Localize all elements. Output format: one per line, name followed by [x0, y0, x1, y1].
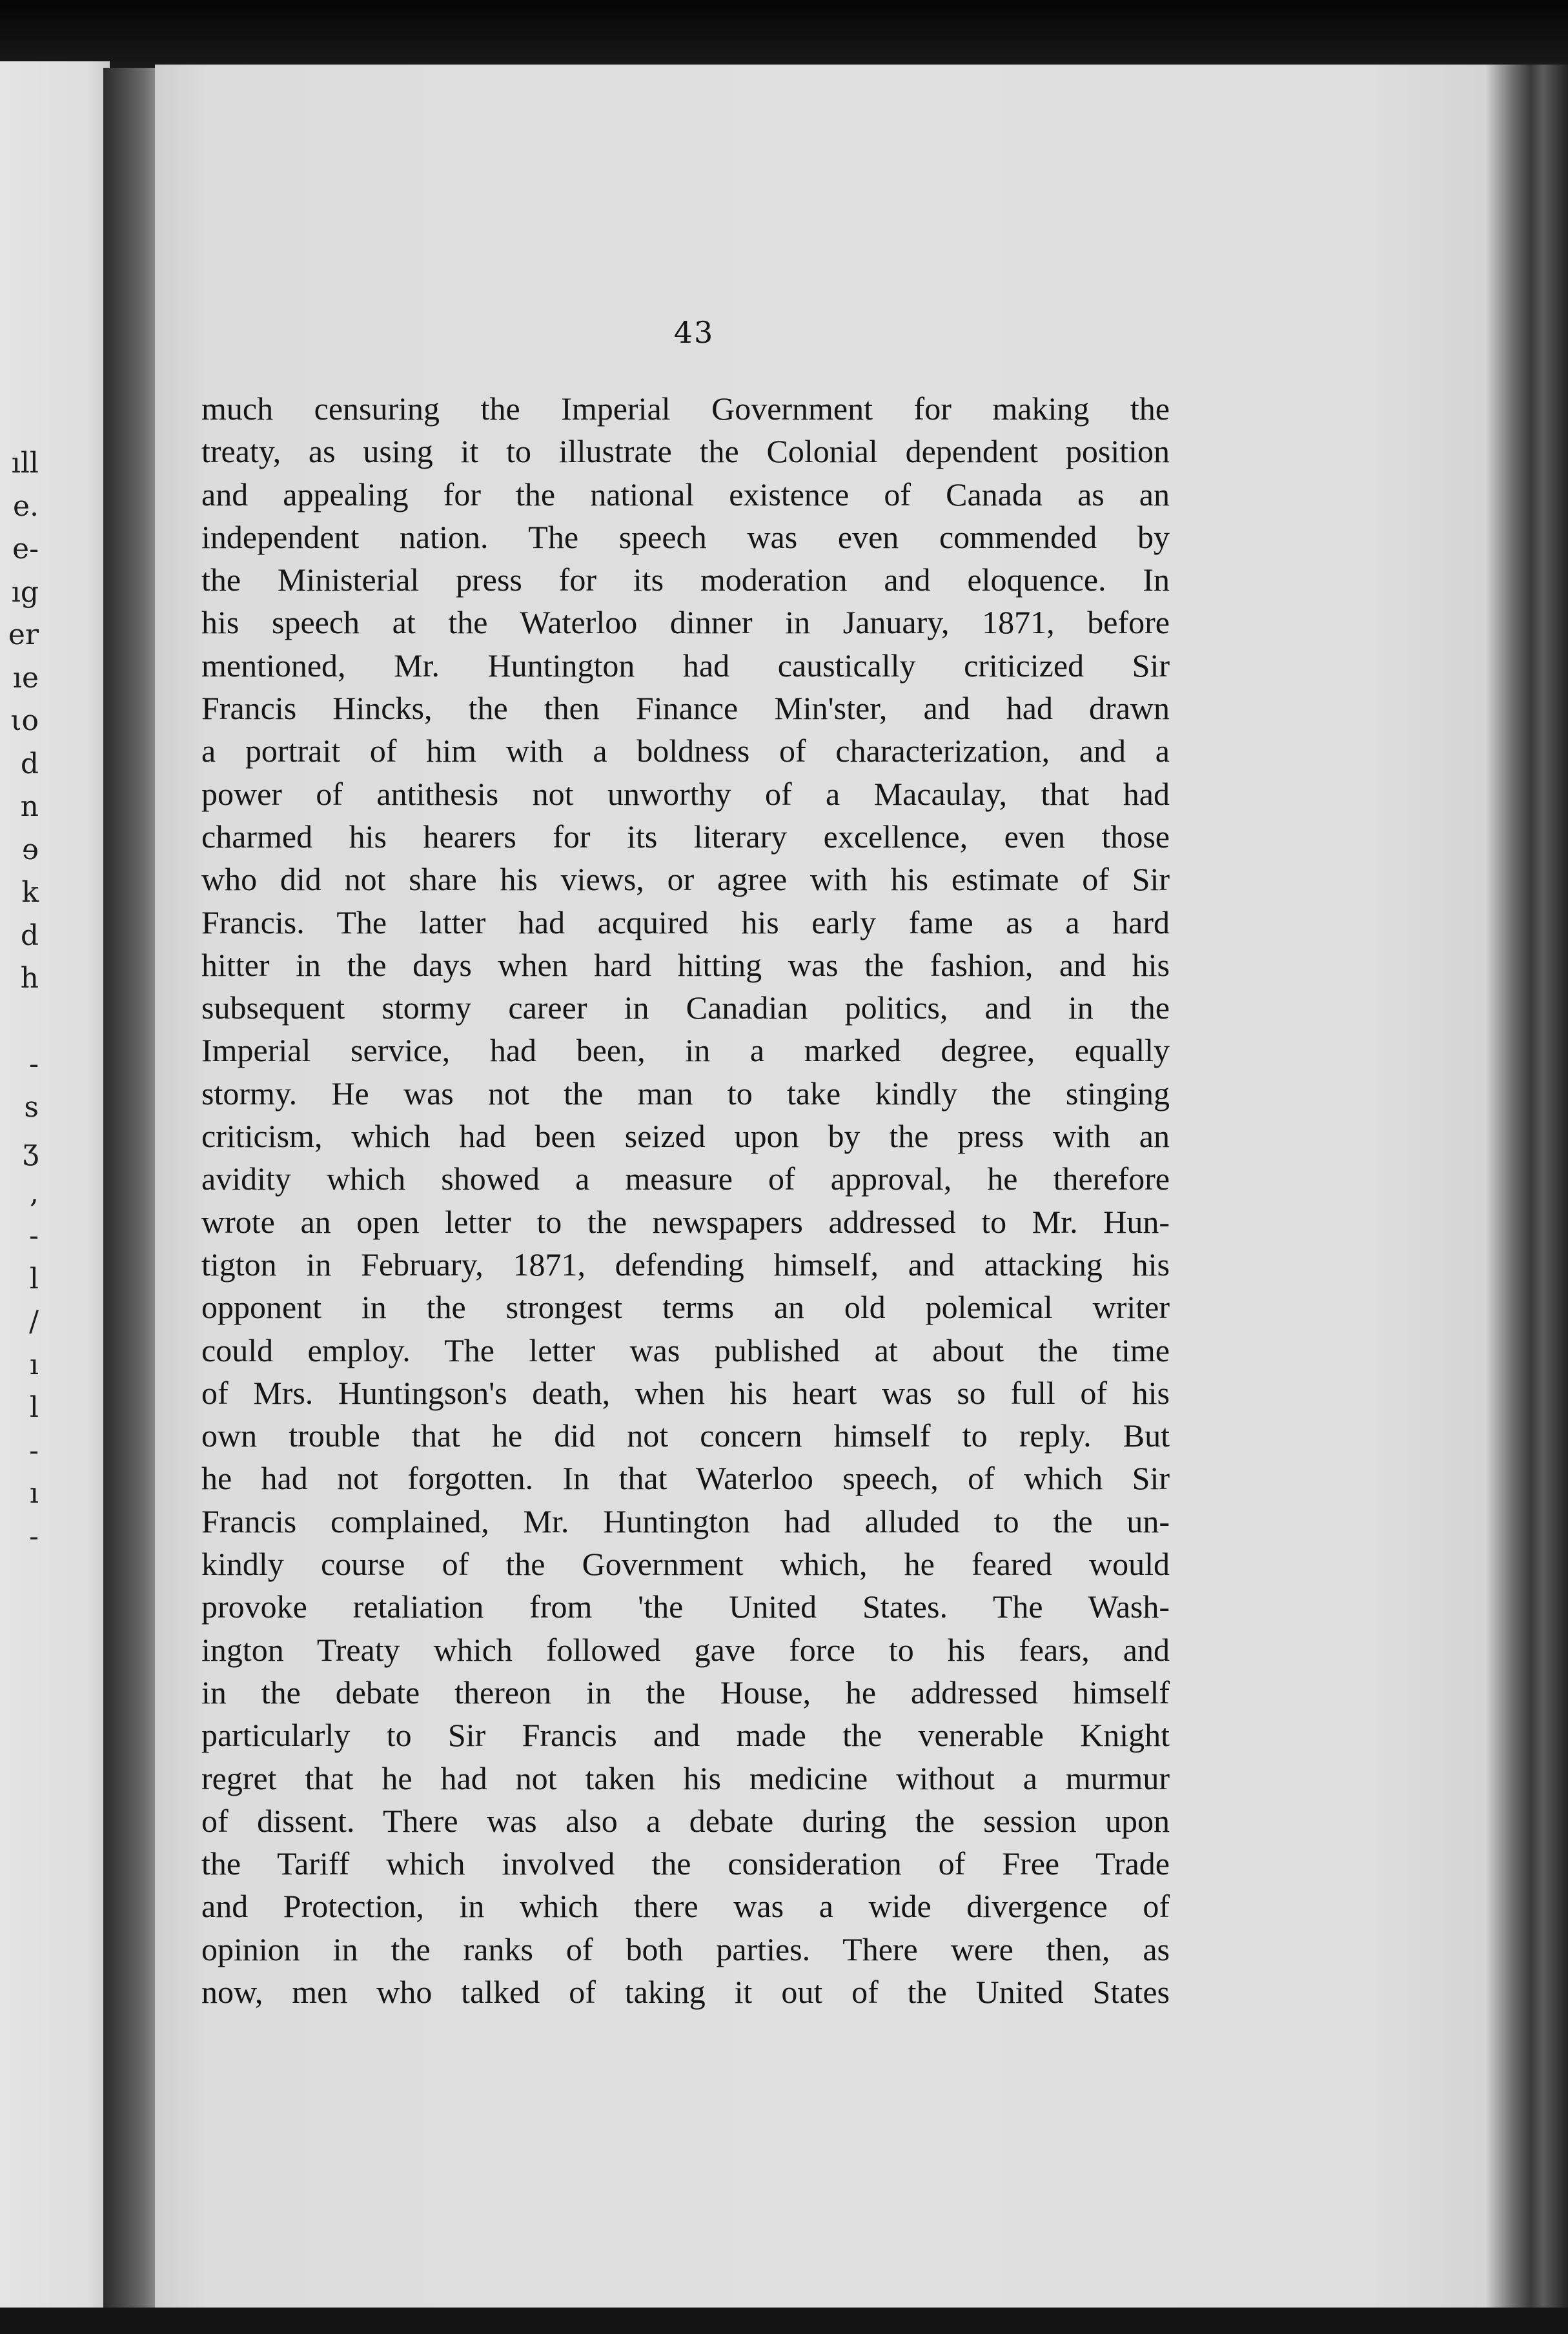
text-line: could employ. The letter was published at about the time — [201, 1332, 1170, 1368]
fragment: ıe — [12, 661, 39, 695]
fragment: ɘ — [21, 833, 39, 866]
text-line: opponent in the strongest terms an old polemical writer — [201, 1289, 1170, 1326]
text-line: avidity which showed a measure of approval, he therefore — [201, 1161, 1170, 1197]
text-line: the Ministerial press for its moderation and eloquence. In — [201, 562, 1170, 598]
fragment: n — [20, 790, 39, 823]
text-line: ington Treaty which followed gave force to his fears, and — [201, 1631, 1170, 1668]
text-line: Francis. The latter had acquired his early fame as a hard — [201, 904, 1170, 940]
fragment: e. — [12, 489, 39, 523]
fragment: e- — [12, 533, 39, 565]
fragment: ʒ — [23, 1133, 39, 1166]
fragment: - — [29, 1219, 39, 1252]
fragment: d — [20, 747, 39, 780]
body-text — [201, 387, 1170, 2013]
fragment: ıg — [11, 575, 39, 609]
previous-page-fragments — [0, 442, 39, 1558]
book-gutter-shadow — [103, 68, 161, 2308]
text-line: Francis complained, Mr. Huntington had alluded to the un- — [201, 1503, 1170, 1539]
text-line: who did not share his views, or agree with his estimate of Sir — [201, 861, 1170, 898]
text-line: he had not forgotten. In that Waterloo speech, of which Sir — [201, 1460, 1170, 1497]
fragment: er — [8, 618, 39, 651]
text-line: of dissent. There was also a debate during the session upon — [201, 1802, 1170, 1839]
fragment: ıll — [11, 447, 39, 480]
text-line: wrote an open letter to the newspapers addressed to Mr. Hun- — [201, 1203, 1170, 1240]
text-line: particularly to Sir Francis and made the venerable Knight — [201, 1717, 1170, 1754]
fragment: - — [29, 1434, 39, 1467]
text-line: regret that he had not taken his medicine without a murmur — [201, 1760, 1170, 1796]
text-line: stormy. He was not the man to take kindly the stinging — [201, 1075, 1170, 1111]
book-right-edge — [1485, 65, 1568, 2334]
text-line: own trouble that he did not concern himself to reply. But — [201, 1417, 1170, 1454]
text-line: kindly course of the Government which, he feared would — [201, 1546, 1170, 1583]
fragment: ı — [29, 1477, 39, 1510]
fragment: , — [30, 1176, 39, 1210]
text-line: mentioned, Mr. Huntington had caustically criticized Sir — [201, 647, 1170, 684]
fragment: s — [24, 1090, 39, 1124]
text-line: of Mrs. Huntingson's death, when his heart was so full of his — [201, 1374, 1170, 1411]
text-line: now, men who talked of taking it out of the United States — [201, 1973, 1170, 2010]
fragment: h — [20, 962, 39, 995]
text-line: Francis Hincks, the then Finance Min'ster, and had drawn — [201, 690, 1170, 727]
text-line: treaty, as using it to illustrate the Colonial dependent position — [201, 433, 1170, 470]
previous-page-edge — [0, 61, 110, 2311]
text-line: power of antithesis not unworthy of a Macaulay, that had — [201, 775, 1170, 812]
text-line: opinion in the ranks of both parties. There were then, as — [201, 1931, 1170, 1967]
text-line: independent nation. The speech was even commended by — [201, 518, 1170, 555]
text-line: and appealing for the national existence of Canada as an — [201, 476, 1170, 512]
text-line: subsequent stormy career in Canadian politics, and in the — [201, 989, 1170, 1026]
fragment: - — [29, 1519, 39, 1553]
text-line: charmed his hearers for its literary excellence, even those — [201, 818, 1170, 855]
fragment: k — [21, 876, 39, 909]
text-line: in the debate thereon in the House, he addressed himself — [201, 1674, 1170, 1710]
fragment: ιo — [10, 704, 39, 737]
page-number: 43 — [673, 315, 715, 350]
scan-bottom-border — [0, 2308, 1568, 2334]
fragment: d — [20, 918, 39, 952]
fragment: l — [29, 1262, 39, 1295]
fragment: - — [29, 1048, 39, 1081]
scan-top-border — [0, 0, 1568, 71]
text-line: much censuring the Imperial Government for making the — [201, 391, 1170, 427]
fragment: l — [29, 1391, 39, 1424]
text-line: Imperial service, had been, in a marked degree, equally — [201, 1032, 1170, 1069]
text-line: the Tariff which involved the consideration of Free Trade — [201, 1845, 1170, 1882]
text-line: hitter in the days when hard hitting was the fashion, and his — [201, 946, 1170, 983]
text-line: criticism, which had been seized upon by the press with an — [201, 1118, 1170, 1155]
text-line: provoke retaliation from 'the United States. The Wash- — [201, 1588, 1170, 1625]
fragment: ı — [29, 1348, 39, 1381]
fragment: / — [29, 1305, 39, 1338]
text-line: tigton in February, 1871, defending himself, and attacking his — [201, 1246, 1170, 1283]
text-line: his speech at the Waterloo dinner in January, 1871, before — [201, 604, 1170, 641]
fragment — [0, 1000, 39, 1044]
text-line: and Protection, in which there was a wide divergence of — [201, 1888, 1170, 1925]
text-line: a portrait of him with a boldness of characterization, and a — [201, 733, 1170, 769]
